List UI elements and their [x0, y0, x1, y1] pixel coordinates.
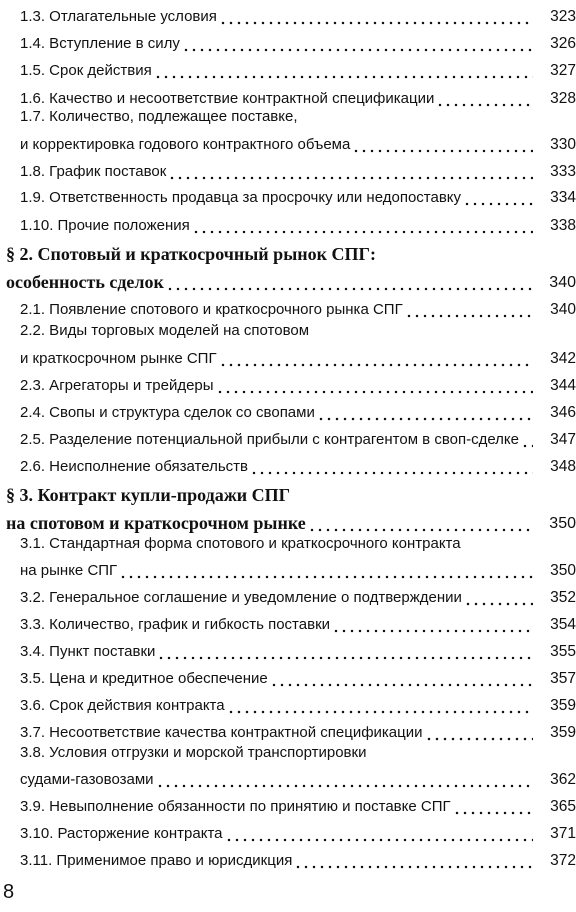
toc-entry-title: и краткосрочном рынке СПГ [20, 350, 217, 367]
dot-leader [216, 377, 533, 395]
toc-page-number: 346 [550, 404, 576, 421]
toc-entry [0, 56, 576, 80]
toc-page-number: 340 [549, 274, 576, 291]
toc-entry [0, 29, 576, 53]
dot-leader [405, 301, 533, 319]
toc-entry [0, 130, 576, 154]
toc-entry [0, 2, 576, 26]
dot-leader [219, 8, 533, 26]
toc-page-number: 334 [550, 189, 576, 206]
toc-entry-title: 1.5. Срок действия [20, 62, 152, 79]
dot-leader [308, 515, 533, 533]
toc-page-number: 365 [550, 798, 576, 815]
toc-entry-title: 3.3. Количество, график и гибкость поставки [20, 616, 331, 633]
dot-leader [270, 670, 533, 688]
toc-entry [0, 398, 576, 422]
dot-leader [317, 404, 533, 422]
dot-leader [250, 458, 533, 476]
toc-entry-title: 1.8. График поставок [20, 163, 167, 180]
toc-entry [0, 792, 576, 816]
toc-page-number: 359 [550, 724, 576, 741]
toc-entry [0, 84, 576, 108]
toc-entry-title: на спотовом и краткосрочном рынке [6, 513, 306, 533]
toc-entry [0, 157, 576, 181]
dot-leader [464, 589, 533, 607]
toc-entry-title: 3.6. Срок действия контракта [20, 697, 225, 714]
toc-entry-title: 3.10. Расторжение контракта [20, 825, 223, 842]
toc-entry-title: 1.10. Прочие положения [20, 217, 190, 234]
toc-entry [0, 211, 576, 235]
toc-entry [0, 556, 576, 580]
toc-entry [0, 371, 576, 395]
toc-page-number: 348 [550, 458, 576, 475]
toc-page-number: 354 [550, 616, 576, 633]
toc-entry [0, 344, 576, 368]
toc-entry [0, 183, 576, 207]
dot-leader [157, 643, 533, 661]
dot-leader [352, 136, 533, 154]
dot-leader [463, 189, 533, 207]
section-heading-line: § 2. Спотовый и краткосрочный рынок СПГ: [6, 244, 376, 264]
toc-page-number: 328 [550, 90, 576, 107]
toc-page-number: 340 [550, 301, 576, 318]
toc-entry [0, 691, 576, 715]
toc-page-number: 372 [550, 852, 576, 869]
toc-page-number: 323 [550, 8, 576, 25]
toc-entry-first-line: 3.1. Стандартная форма спотового и краткосрочного контракта [20, 535, 461, 552]
toc-page-number: 350 [549, 515, 576, 532]
toc-entry-title: 1.9. Ответственность продавца за просрочку или недопоставку [20, 189, 462, 206]
dot-leader [192, 217, 533, 235]
toc-entry-title: на рынке СПГ [20, 562, 118, 579]
toc-page-number: 333 [550, 163, 576, 180]
toc-entry-first-line: 1.7. Количество, подлежащее поставке, [20, 108, 298, 125]
dot-leader [154, 62, 533, 80]
dot-leader [425, 724, 534, 742]
toc-page-number: 371 [550, 825, 576, 842]
dot-leader [332, 616, 533, 634]
toc-entry-title: 3.7. Несоответствие качества контрактной спецификации [20, 724, 423, 741]
toc-entry-title: 2.5. Разделение потенциальной прибыли с контрагентом в своп-сделке [20, 431, 519, 448]
toc-entry [0, 610, 576, 634]
toc-entry [0, 718, 576, 742]
toc-page-number: 326 [550, 35, 576, 52]
dot-leader [453, 798, 533, 816]
dot-leader [225, 825, 534, 843]
toc-entry-title: 3.2. Генеральное соглашение и уведомление о подтверждении [20, 589, 462, 606]
toc-entry-first-line: 2.2. Виды торговых моделей на спотовом [20, 322, 310, 339]
toc-entry [0, 846, 576, 870]
dot-leader [166, 274, 533, 292]
toc-page-number: 359 [550, 697, 576, 714]
toc-entry [0, 765, 576, 789]
toc-page-number: 357 [550, 670, 576, 687]
toc-entry [0, 425, 576, 449]
toc-page-number: 350 [550, 562, 576, 579]
toc-page-number: 347 [550, 431, 576, 448]
dot-leader [168, 163, 533, 181]
toc-entry-title: 1.4. Вступление в силу [20, 35, 180, 52]
dot-leader [219, 350, 533, 368]
toc-entry-title: 3.5. Цена и кредитное обеспечение [20, 670, 268, 687]
toc-page-number: 352 [550, 589, 576, 606]
section-heading-line: § 3. Контракт купли-продажи СПГ [6, 485, 291, 505]
toc-page-number: 338 [550, 217, 576, 234]
toc-entry-title: 3.11. Применимое право и юрисдикция [20, 852, 293, 869]
toc-entry [0, 819, 576, 843]
dot-leader [227, 697, 533, 715]
toc-entry-title: особенность сделок [6, 272, 164, 292]
dot-leader [294, 852, 533, 870]
toc-entry-title: 3.4. Пункт поставки [20, 643, 156, 660]
toc-entry [0, 452, 576, 476]
toc-page-number: 362 [550, 771, 576, 788]
toc-entry-first-line: 3.8. Условия отгрузки и морской транспортировки [20, 744, 367, 761]
toc-entry-title: 2.3. Агрегаторы и трейдеры [20, 377, 214, 394]
toc-page-number: 327 [550, 62, 576, 79]
toc-page-number: 330 [550, 136, 576, 153]
toc-page-number: 355 [550, 643, 576, 660]
dot-leader [156, 771, 533, 789]
toc-entry-title: 3.9. Невыполнение обязанности по принятию и поставке СПГ [20, 798, 451, 815]
page-number: 8 [3, 881, 15, 903]
toc-entry-title: 2.4. Свопы и структура сделок со свопами [20, 404, 315, 421]
dot-leader [119, 562, 533, 580]
toc-entry-title: 2.6. Неисполнение обязательств [20, 458, 248, 475]
toc-section-row [0, 509, 576, 533]
dot-leader [436, 90, 533, 108]
toc-entry [0, 664, 576, 688]
toc-entry [0, 583, 576, 607]
toc-entry-title: 2.1. Появление спотового и краткосрочного рынка СПГ [20, 301, 403, 318]
toc-entry [0, 637, 576, 661]
toc-entry-title: 1.3. Отлагательные условия [20, 8, 217, 25]
dot-leader [182, 35, 533, 53]
toc-entry [0, 295, 576, 319]
dot-leader [521, 431, 533, 449]
toc-page-number: 342 [550, 350, 576, 367]
toc-entry-title: 1.6. Качество и несоответствие контрактной спецификации [20, 90, 435, 107]
toc-entry-title: и корректировка годового контрактного объема [20, 136, 351, 153]
toc-page-number: 344 [550, 377, 576, 394]
toc-entry-title: судами-газовозами [20, 771, 154, 788]
toc-section-row [0, 268, 576, 292]
